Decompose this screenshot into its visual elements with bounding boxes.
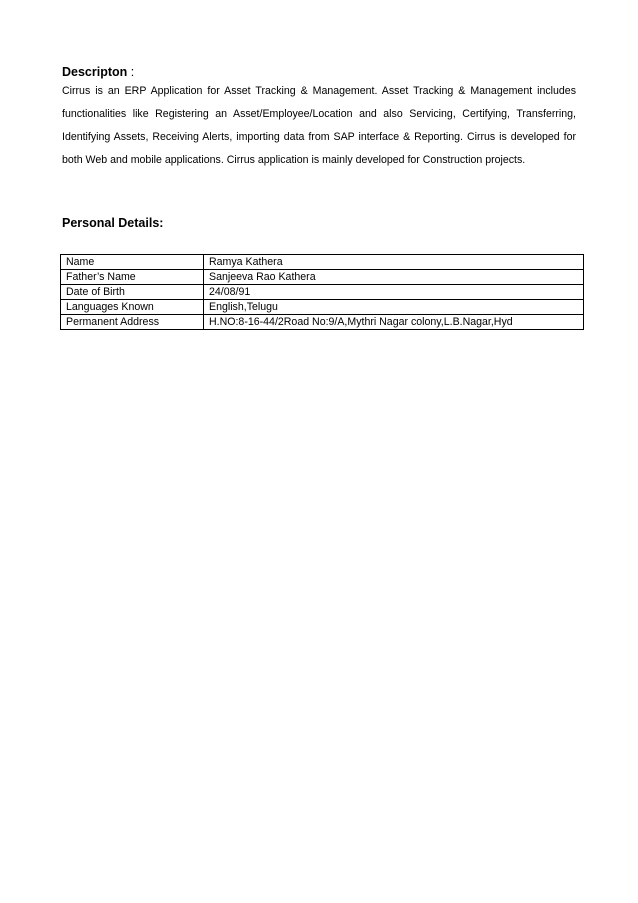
table-row <box>61 315 584 330</box>
row-value-name: Ramya Kathera <box>204 255 584 270</box>
row-label-fathers-name: Father’s Name <box>61 270 204 285</box>
table-row <box>61 285 584 300</box>
description-heading-separator: : <box>127 65 135 79</box>
personal-details-table <box>60 254 584 330</box>
row-value-languages-known: English,Telugu <box>204 300 584 315</box>
table-row <box>61 270 584 285</box>
row-value-permanent-address: H.NO:8-16-44/2Road No:9/A,Mythri Nagar colony,L.B.Nagar,Hyd <box>204 315 584 330</box>
description-heading-label: Descripton <box>62 65 128 79</box>
row-value-fathers-name: Sanjeeva Rao Kathera <box>204 270 584 285</box>
row-label-languages-known: Languages Known <box>61 300 204 315</box>
row-label-date-of-birth: Date of Birth <box>61 285 204 300</box>
row-label-name: Name <box>61 255 204 270</box>
description-paragraph: Cirrus is an ERP Application for Asset Tracking & Management. Asset Tracking & Management includes functionalities like Registering an Asset/Employee/Location and also Servicing, Certifying, Transferring, Identifying Assets, Receiving Alerts, importing data from SAP interface & Reporting. Cirrus is developed for both Web and mobile applications. Cirrus application is mainly developed for Construction projects. <box>62 85 576 166</box>
row-label-permanent-address: Permanent Address <box>61 315 204 330</box>
description-heading <box>62 64 134 80</box>
table-row <box>61 300 584 315</box>
table-row <box>61 255 584 270</box>
personal-details-heading: Personal Details: <box>62 216 164 230</box>
row-value-date-of-birth: 24/08/91 <box>204 285 584 300</box>
